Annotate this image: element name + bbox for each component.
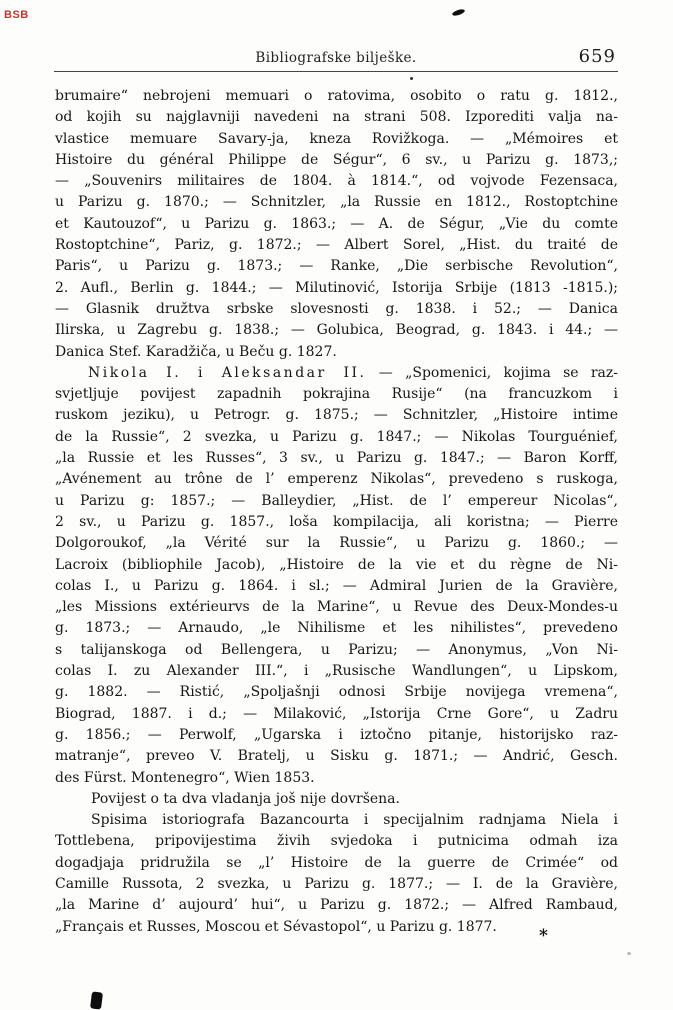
text-line: matranje“, preveo V. Bratelj, u Sisku g. 1871.; — Andrić, Gesch. [55, 748, 618, 765]
text-line: vlastice memuare Savary-ja, kneza Rovižkoga. — „Mémoires et [55, 130, 618, 147]
text-line: „Avénement au trône de l’ emperenz Nikolas“, prevedeno s ruskoga, [55, 471, 618, 488]
text-line: brumaire“ nebrojeni memuari o ratovima, osobito o ratu g. 1812., [55, 88, 618, 104]
text-line: „Français et Russes, Moscou et Sévastopol“, u Parizu g. 1877. [55, 918, 497, 935]
text-line: 2 sv., u Parizu g. 1857., loša kompilacija, ali koristna; — Pierre [55, 513, 618, 530]
text-line: Rostoptchine“, Pariz, g. 1872.; — Albert Sorel, „Hist. du traité de [55, 237, 618, 254]
text-line: Tottlebena, pripovijestima živih svjedoka i putnicima odmah iza [55, 833, 618, 850]
scan-speck [627, 952, 631, 955]
text-line: et Kautouzof“, u Parizu g. 1863.; — A. de Ségur, „Vie du comte [55, 215, 618, 232]
text-line: Paris“, u Parizu g. 1873.; — Ranke, „Die serbische Revolution“, [55, 258, 618, 275]
text-line: od kojih su najglavniji navedeni na strani 508. Izporediti valja na- [55, 109, 618, 126]
text-line: — „Souvenirs militaires de 1804. à 1814.“, od vojvode Fezensaca, [55, 173, 618, 190]
library-stamp: BSB [4, 9, 29, 21]
text-line: Biograd, 1887. i d.; — Milaković, „Istorija Crne Gore“, u Zadru [55, 705, 618, 722]
ink-blot-mark [452, 8, 466, 17]
text-line: colas I. zu Alexander III.“, i „Rusische Wandlungen“, u Lipskom, [55, 663, 618, 680]
text-line: Dolgoroukof, „la Vérité sur la Russie“, u Parizu g. 1860.; — [55, 535, 618, 552]
text-line: dogadjaja pridružila se „l’ Histoire de la guerre de Crimée“ od [55, 854, 618, 871]
ink-dot-mark [410, 77, 413, 80]
scan-corner-mark [90, 991, 103, 1009]
text-line: Ilirska, u Zagrebu g. 1838.; — Golubica, Beograd, g. 1843. i 44.; — [55, 322, 618, 339]
text-line [55, 363, 618, 384]
text-line: „la Marine d’ aujourd’ hui“, u Parizu g. 1872.; — Alfred Rambaud, [55, 897, 618, 914]
text-line: des Fürst. Montenegro“, Wien 1853. [55, 769, 315, 786]
text-line: — Glasnik družtva srbske slovesnosti g. 1838. i 52.; — Danica [55, 300, 618, 317]
page-number: 659 [578, 46, 616, 67]
text-line: „la Russie et les Russes“, 3 sv., u Parizu g. 1847.; — Baron Korff, [55, 450, 618, 467]
text-line: colas I., u Parizu g. 1864. i sl.; — Admiral Jurien de la Gravière, [55, 577, 618, 594]
running-title: Bibliografske bilješke. [255, 50, 417, 66]
text-line: Danica Stef. Karadžiča, u Beču g. 1827. [55, 343, 337, 360]
body-text [55, 86, 618, 938]
text-line: u Parizu g: 1857.; — Balleydier, „Hist. de l’ empereur Nicolas“, [55, 492, 618, 509]
section-divider-asterisk: * [539, 926, 548, 946]
text-line: „les Missions extérieurvs de la Marine“, u Revue des Deux-Mondes-u [55, 599, 618, 616]
text-line: g. 1882. — Ristić, „Spoljašnji odnosi Srbije novijega vremena“, [55, 684, 618, 701]
text-line: 2. Aufl., Berlin g. 1844.; — Milutinović, Istorija Srbije (1813 -1815.); [55, 279, 618, 296]
text-line: Povijest o ta dva vladanja još nije dovršena. [91, 790, 400, 807]
text-line: Camille Russota, 2 svezka, u Parizu g. 1877.; — I. de la Gravière, [55, 875, 618, 892]
text-line: u Parizu g. 1870.; — Schnitzler, „la Russie en 1812., Rostoptchine [55, 194, 618, 211]
header-rule [54, 71, 618, 72]
text-line: g. 1873.; — Arnaudo, „le Nihilisme et les nihilistes“, prevedeno [55, 620, 618, 637]
text-line: s talijanskoga od Bellengera, u Parizu; — Anonymus, „Von Ni- [55, 641, 618, 658]
text-line: Spisima istoriografa Bazancourta i specijalnim radnjama Niela i [91, 812, 618, 829]
text-line: svjetljuje povijest zapadnih pokrajina Rusije“ (na francuzkom i [55, 386, 618, 403]
text-line: Lacroix (bibliophile Jacob), „Histoire de la vie et du règne de Ni- [55, 556, 618, 573]
text-line-rest: — „Spomenici, kojima se raz- [366, 364, 618, 381]
text-line: g. 1856.; — Perwolf, „Ugarska i iztočno pitanje, historijsko raz- [55, 726, 618, 743]
section-heading: Nikola I. i Aleksandar II. [88, 364, 367, 381]
page-header [54, 46, 618, 70]
text-line: de la Russie“, 2 svezka, u Parizu g. 1847.; — Nikolas Tourguénief, [55, 428, 618, 445]
text-line: Histoire du général Philippe de Ségur“, 6 sv., u Parizu g. 1873,; [55, 151, 618, 168]
text-line: ruskom jeziku), u Petrogr. g. 1875.; — Schnitzler, „Histoire intime [55, 407, 618, 424]
